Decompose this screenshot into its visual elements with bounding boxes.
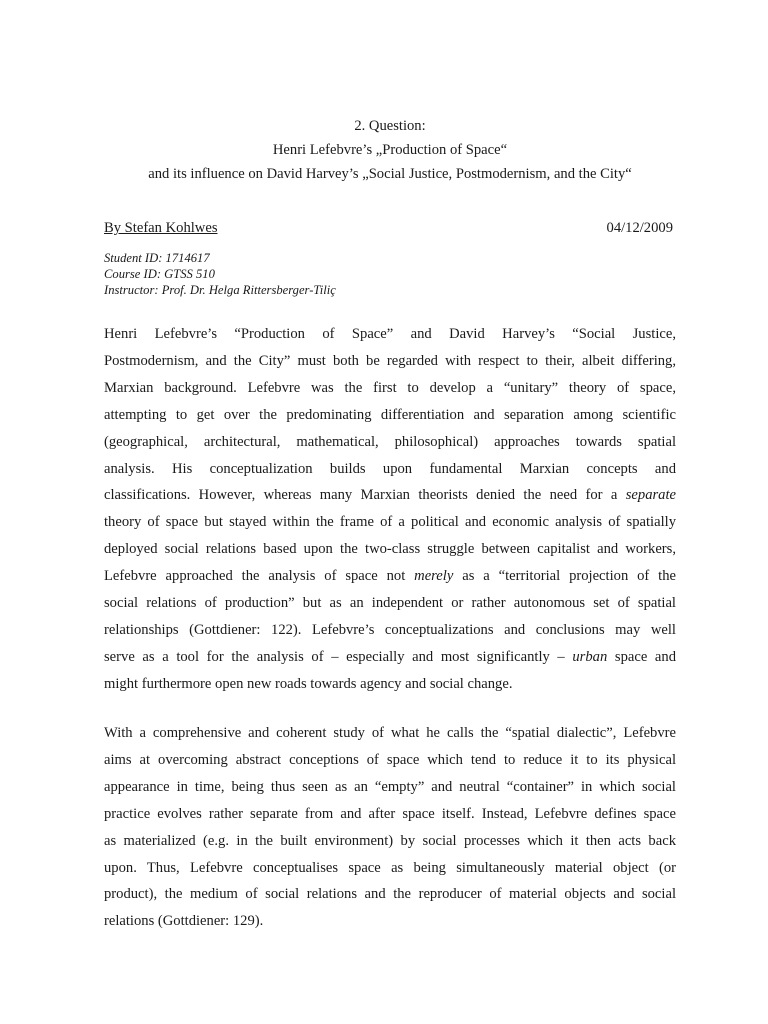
emphasis-merely: merely bbox=[414, 568, 454, 585]
text-line: aims at overcoming abstract conceptions of space which tend to reduce it to its physical bbox=[104, 751, 676, 768]
text-segment: classifications. However, whereas many Marxian theorists denied the need for a bbox=[104, 487, 626, 504]
course-id: Course ID: GTSS 510 bbox=[104, 267, 215, 281]
text-line: upon. Thus, Lefebvre conceptualises space as being simultaneously material object (or bbox=[104, 859, 676, 876]
text-line: social relations of production” but as an independent or rather autonomous set of spatial bbox=[104, 595, 676, 612]
text-line: relations (Gottdiener: 129). bbox=[104, 913, 264, 930]
text-line: as materialized (e.g. in the built environment) by social processes which it then acts back bbox=[104, 832, 676, 849]
byline bbox=[104, 220, 676, 242]
text-line: Postmodernism, and the City” must both be regarded with respect to their, albeit differing, bbox=[104, 352, 676, 369]
title-line: Henri Lefebvre’s „Production of Space“ bbox=[272, 142, 508, 158]
emphasis-separate: separate bbox=[625, 487, 676, 504]
document-page bbox=[104, 0, 676, 1024]
author-name: By Stefan Kohlwes bbox=[104, 220, 218, 236]
text-line: practice evolves rather separate from and after space itself. Instead, Lefebvre defines space bbox=[104, 805, 676, 822]
text-line: product), the medium of social relations and the reproducer of material objects and social bbox=[104, 886, 676, 903]
instructor: Instructor: Prof. Dr. Helga Rittersberger-Tiliç bbox=[104, 283, 336, 297]
text-line: might furthermore open new roads towards agency and social change. bbox=[104, 675, 513, 692]
document-heading bbox=[104, 114, 676, 186]
text-line: Henri Lefebvre’s “Production of Space” and David Harvey’s “Social Justice, bbox=[104, 326, 676, 342]
text-line: (geographical, architectural, mathematical, philosophical) approaches towards spatial bbox=[104, 433, 676, 450]
text-segment: as a “territorial projection of the bbox=[453, 568, 676, 585]
text-line: analysis. His conceptualization builds upon fundamental Marxian concepts and bbox=[104, 460, 676, 477]
text-line: With a comprehensive and coherent study of what he calls the “spatial dialectic”, Lefebvre bbox=[104, 725, 676, 741]
document-date: 04/12/2009 bbox=[606, 220, 673, 236]
text-line: deployed social relations based upon the two-class struggle between capitalist and workers, bbox=[104, 541, 676, 558]
emphasis-urban: urban bbox=[572, 648, 608, 665]
text-segment: space and bbox=[607, 648, 676, 665]
paragraph-1 bbox=[104, 321, 676, 698]
text-line bbox=[104, 563, 676, 590]
student-id: Student ID: 1714617 bbox=[104, 251, 210, 265]
text-line: Marxian background. Lefebvre was the first to develop a “unitary” theory of space, bbox=[104, 379, 676, 396]
question-number: 2. Question: bbox=[354, 118, 426, 134]
student-meta bbox=[104, 250, 676, 298]
text-line: attempting to get over the predominating differentiation and separation among scientific bbox=[104, 406, 676, 423]
text-segment: serve as a tool for the analysis of – especially and most significantly – bbox=[104, 648, 573, 665]
paragraph-2 bbox=[104, 720, 676, 935]
text-line bbox=[104, 482, 676, 509]
text-line bbox=[104, 644, 676, 671]
subtitle-line: and its influence on David Harvey’s „Social Justice, Postmodernism, and the City“ bbox=[148, 166, 632, 182]
text-line: appearance in time, being thus seen as an “empty” and neutral “container” in which social bbox=[104, 778, 676, 795]
text-segment: Lefebvre approached the analysis of space not bbox=[104, 568, 415, 585]
text-line: relationships (Gottdiener: 122). Lefebvre’s conceptualizations and conclusions may well bbox=[104, 621, 676, 638]
text-line: theory of space but stayed within the frame of a political and economic analysis of spatially bbox=[104, 514, 676, 531]
